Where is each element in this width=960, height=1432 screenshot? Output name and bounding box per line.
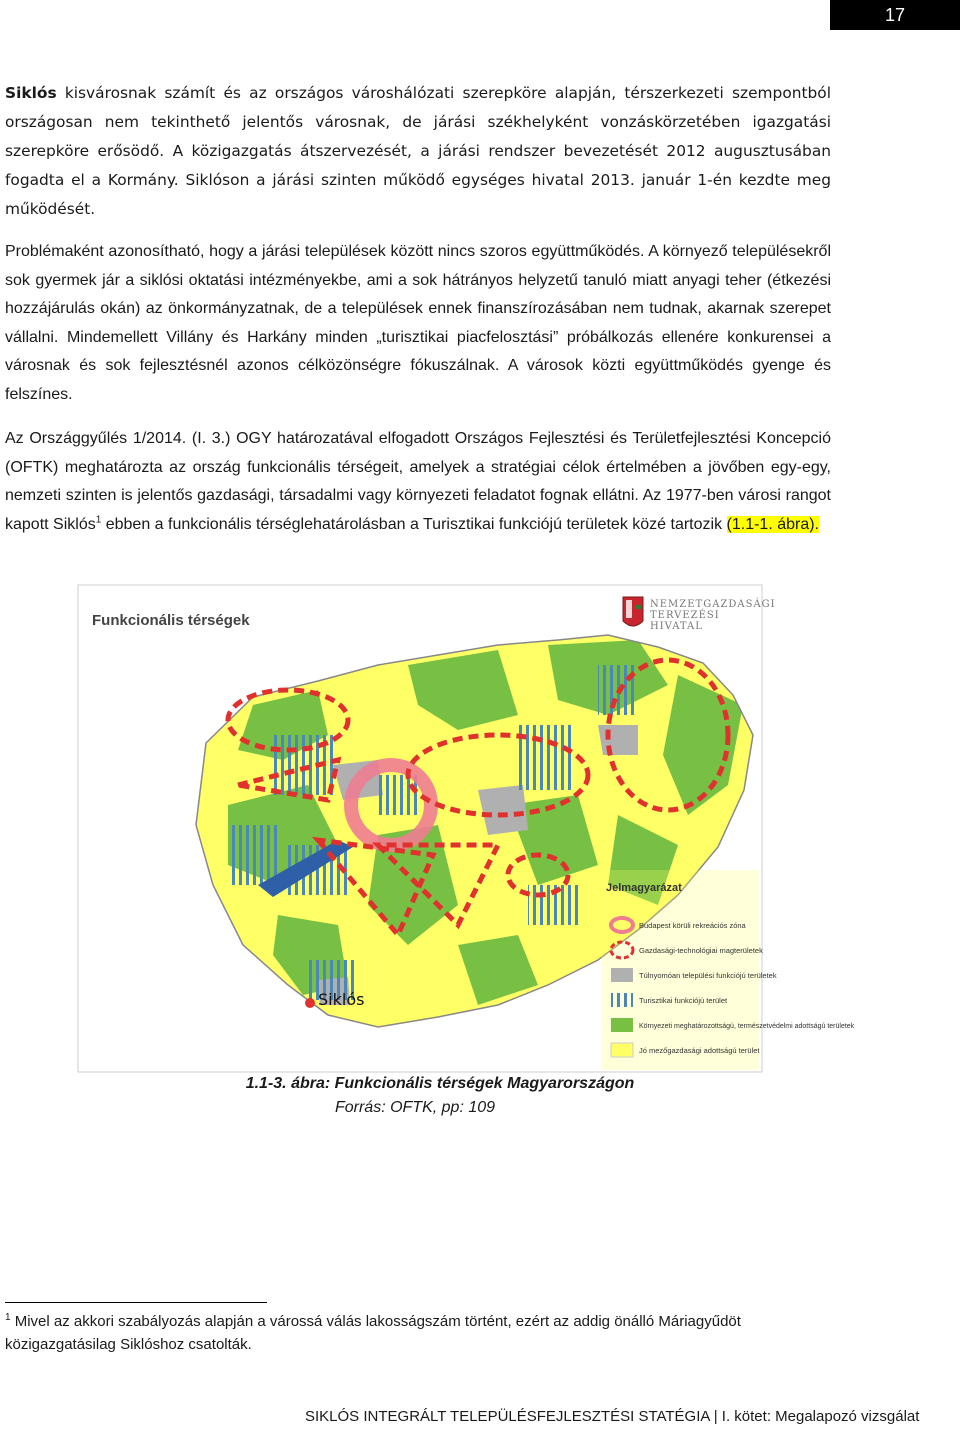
org-name-line1: NEMZETGAZDASÁGI (650, 599, 776, 610)
paragraph-intro (5, 79, 831, 224)
legend-item-1: Budapest körüli rekreációs zóna (639, 921, 746, 930)
footnote-number: 1 (5, 1312, 11, 1323)
figure-caption: 1.1-3. ábra: Funkcionális térségek Magyarországon (245, 1075, 635, 1092)
figure-source: Forrás: OFTK, pp: 109 (334, 1099, 496, 1116)
legend-item-5: Környezeti meghatározottságú, természetvédelmi adottságú területek (639, 1023, 855, 1030)
footnote-separator (5, 1302, 267, 1303)
siklos-map-label: Siklós (318, 990, 365, 1009)
paragraph-problems: Problémaként azonosítható, hogy a járási települések között nincs szoros együttműködés. A környező településekről sok gyermek jár a siklósi oktatási intézményekbe, ami a sok hátrányos helyzetű tanuló miatt anyagi teher (étkezési hozzájárulás okán) az önkormányzatnak, de a települések ennek finanszírozásában nem tudnak, akarnak szerepet vállalni. Mindemellett Villány és Harkány minden „turisztikai piacfelosztási” próbálkozás ellenére konkurensei a városnak és sok fejlesztésnél azonos célközönségre fókuszálnak. A városok közti együttműködés gyenge és felszínes. (5, 243, 831, 403)
footnote-text: Mivel az akkori szabályozás alapján a várossá válás lakosságszám történt, ezért az addig önálló Máriagyűdöt közigazgatásilag Siklóshoz csatolták. (5, 1313, 741, 1353)
footnote-marker: 1 (95, 514, 102, 526)
paragraph-oftk (5, 425, 831, 539)
legend-item-4: Turisztikai funkciójú terület (639, 996, 728, 1005)
bold-city-name: Siklós (5, 84, 57, 102)
org-name-line3: HIVATAL (650, 621, 703, 632)
paragraph-oftk-text-a: Az Országgyűlés 1/2014. (I. 3.) OGY határozatával elfogadott Országos Fejlesztési és Területfejlesztési Koncepció (OFTK) meghatározta az ország funkcionális térségeit, amelyek a stratégiai célok értelmében a jövőben egy-egy, nemzeti szinten is jelentős gazdasági, társadalmi vagy környezeti feladatot fognak ellátni. Az 1977-ben városi rangot kapott Siklós (5, 430, 831, 533)
paragraph-intro-text: kisvárosnak számít és az országos városhálózati szerepköre alapján, térszerkezeti szempontból országosan nem tekinthető jelentős városnak, de járási székhelyként vonzáskörzetében igazgatási szerepköre erősödő. A közigazgatás átszervezését, a járási rendszer bevezetését 2012 augusztusában fogadta el a Kormány. Siklóson a járási szinten működő egységes hivatal 2013. január 1-én kezdte meg működését. (5, 84, 831, 218)
coat-of-arms-icon (623, 597, 643, 626)
legend-title: Jelmagyarázat (606, 882, 682, 894)
footnote (5, 1310, 835, 1356)
legend-item-3: Túlnyomóan települési funkciójú területek (639, 971, 777, 980)
legend-item-6: Jó mezőgazdasági adottságú terület (639, 1046, 760, 1055)
page-footer: SIKLÓS INTEGRÁLT TELEPÜLÉSFEJLESZTÉSI STATÉGIA | I. kötet: Megalapozó vizsgálat (305, 1408, 920, 1425)
page-number: 17 (830, 0, 960, 30)
siklos-marker (305, 998, 315, 1008)
map-legend (601, 870, 855, 1070)
map-title: Funkcionális térségek (92, 612, 250, 629)
org-name-line2: TERVEZÉSI (650, 610, 720, 621)
figure-reference[interactable]: (1.1-1. ábra). (726, 515, 819, 533)
paragraph-oftk-text-b: ebben a funkcionális térséglehatárolásban a Turisztikai funkciójú területek közé tartozik (101, 515, 727, 533)
legend-item-2: Gazdasági-technológiai magterületek (639, 946, 763, 955)
functional-regions-map (78, 585, 855, 1072)
